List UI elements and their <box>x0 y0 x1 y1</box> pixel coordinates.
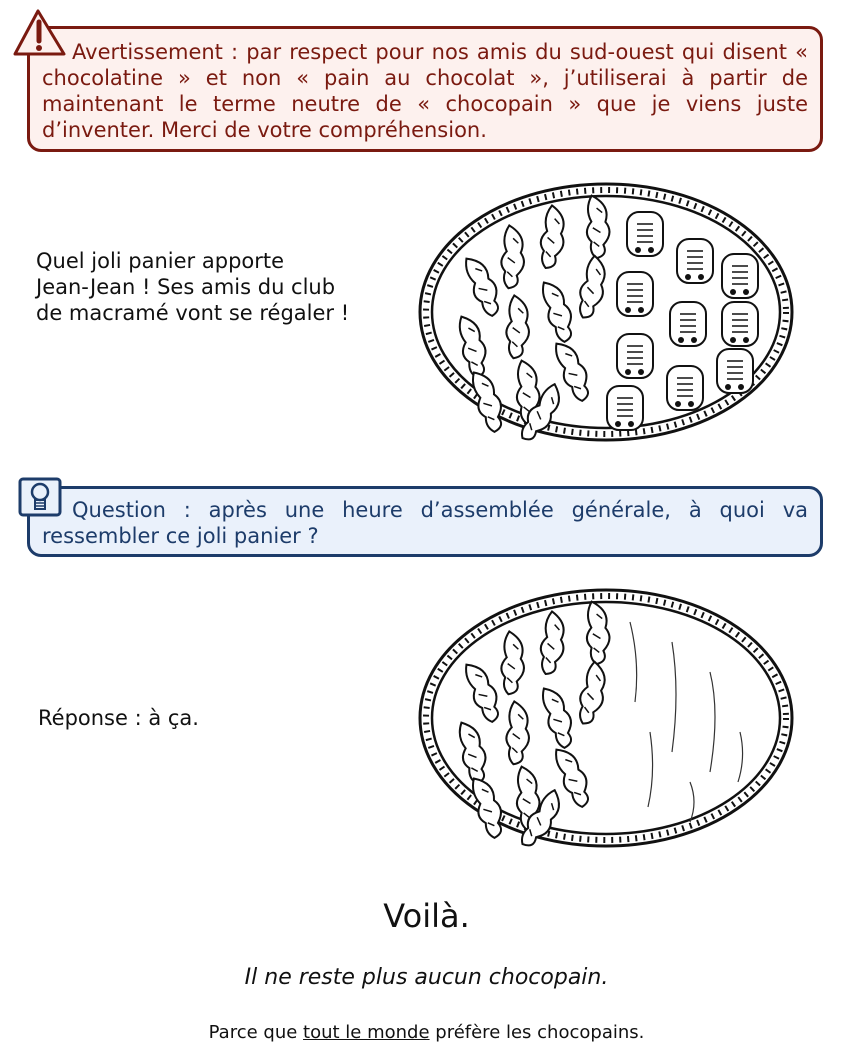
basket-full-illustration <box>410 176 802 448</box>
caption-basket-full: Quel joli panier apporte Jean-Jean ! Ses amis du club de macramé vont se régaler ! <box>36 249 350 325</box>
warning-box <box>27 26 823 152</box>
conclusion-subtitle: Il ne reste plus aucun chocopain. <box>244 965 609 990</box>
lightbulb-icon <box>18 477 64 517</box>
pain-au-chocolat <box>722 254 758 298</box>
underlined-phrase: tout le monde <box>303 1022 430 1043</box>
pain-au-chocolat <box>667 366 703 410</box>
pain-au-chocolat <box>670 302 706 346</box>
pain-au-chocolat <box>722 302 758 346</box>
pain-au-chocolat <box>617 334 653 378</box>
question-text: Question : après une heure d’assemblée générale, à quoi va ressembler ce joli panier ? <box>42 498 808 548</box>
basket-half-empty-illustration <box>410 582 802 854</box>
warning-text: Avertissement : par respect pour nos amis du sud-ouest qui disent « chocolatine » et non « pain au chocolat », j’utiliserai à partir de maintenant le terme neutre de « chocopain » que je viens juste d’inventer. Merci de votre compréhension. <box>42 40 808 142</box>
warning-triangle-icon <box>12 8 68 58</box>
conclusion-last-line: Parce que tout le monde préfère les chocopains. <box>208 1022 645 1043</box>
caption-answer: Réponse : à ça. <box>38 706 199 730</box>
pain-au-chocolat <box>617 272 653 316</box>
conclusion-title: Voilà. <box>383 897 470 935</box>
pain-au-chocolat <box>717 349 753 393</box>
question-box <box>27 486 823 557</box>
pain-au-chocolat <box>607 386 643 430</box>
pain-au-chocolat <box>627 212 663 256</box>
pain-au-chocolat <box>677 239 713 283</box>
